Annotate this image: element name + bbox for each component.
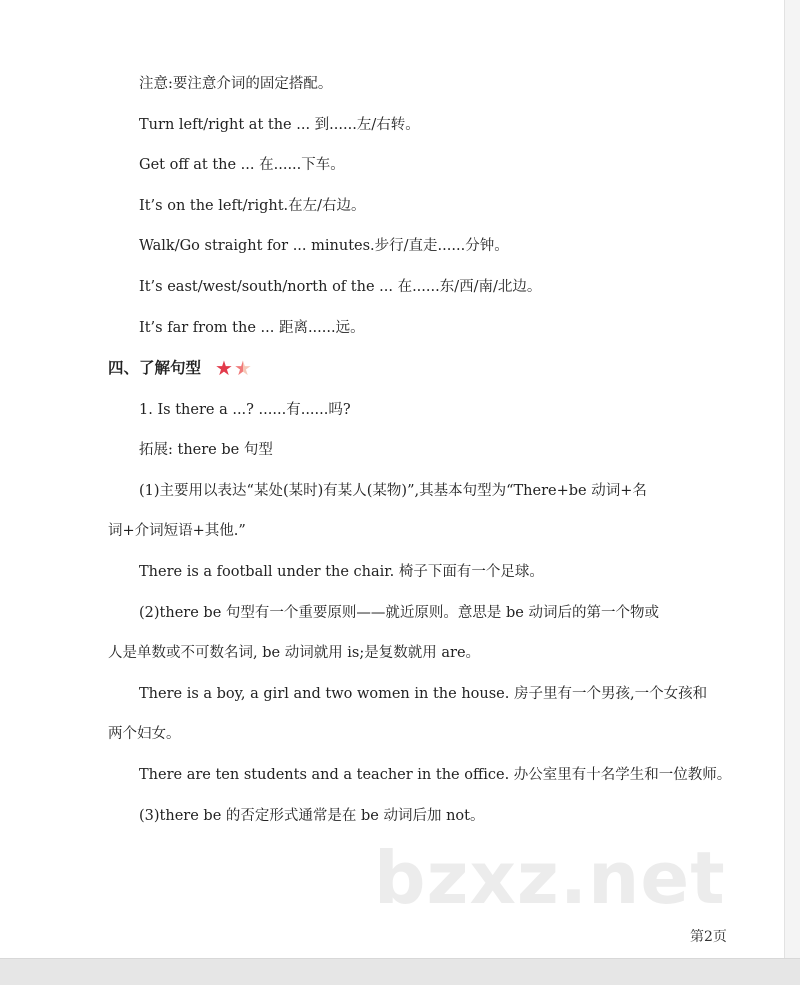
star-full-icon: ★	[215, 356, 233, 380]
text-line-isthere: 1. Is there a ...? ......有......吗?	[139, 402, 351, 418]
section-heading	[108, 357, 252, 379]
text-line-rule1-a: (1)主要用以表达“某处(某时)有某人(某物)”,其基本句型为“There+be 动词+名	[139, 483, 647, 499]
watermark: bzxz.net	[374, 836, 726, 920]
text-line-direction: It’s east/west/south/north of the ... 在......东/西/南/北边。	[139, 279, 542, 295]
scrollbar-track[interactable]	[784, 0, 800, 958]
difficulty-stars	[215, 358, 252, 378]
star-half-icon: ★	[233, 356, 252, 380]
text-line-note: 注意:要注意介词的固定搭配。	[139, 76, 333, 92]
text-line-extension: 拓展: there be 句型	[139, 442, 273, 458]
section-heading-text: 四、了解句型	[108, 359, 202, 377]
page-number: 第2页	[690, 929, 727, 945]
text-line-example3: There are ten students and a teacher in the office. 办公室里有十名学生和一位教师。	[139, 767, 732, 783]
text-line-far: It’s far from the ... 距离......远。	[139, 320, 365, 336]
text-line-rule2-a: (2)there be 句型有一个重要原则——就近原则。意思是 be 动词后的第一个物或	[139, 605, 659, 621]
text-line-example2-b: 两个妇女。	[108, 726, 181, 742]
text-line-onleft: It’s on the left/right.在左/右边。	[139, 198, 366, 214]
text-line-turn: Turn left/right at the ... 到......左/右转。	[139, 117, 420, 133]
text-line-example1: There is a football under the chair. 椅子下面有一个足球。	[139, 564, 544, 580]
text-line-rule2-b: 人是单数或不可数名词, be 动词就用 is;是复数就用 are。	[108, 645, 481, 661]
page-gap	[0, 958, 800, 985]
text-line-getoff: Get off at the ... 在......下车。	[139, 157, 345, 173]
text-line-rule3: (3)there be 的否定形式通常是在 be 动词后加 not。	[139, 808, 485, 824]
text-line-walk: Walk/Go straight for ... minutes.步行/直走......分钟。	[139, 238, 509, 254]
text-line-rule1-b: 词+介词短语+其他.”	[108, 523, 246, 539]
text-line-example2-a: There is a boy, a girl and two women in the house. 房子里有一个男孩,一个女孩和	[139, 686, 708, 702]
